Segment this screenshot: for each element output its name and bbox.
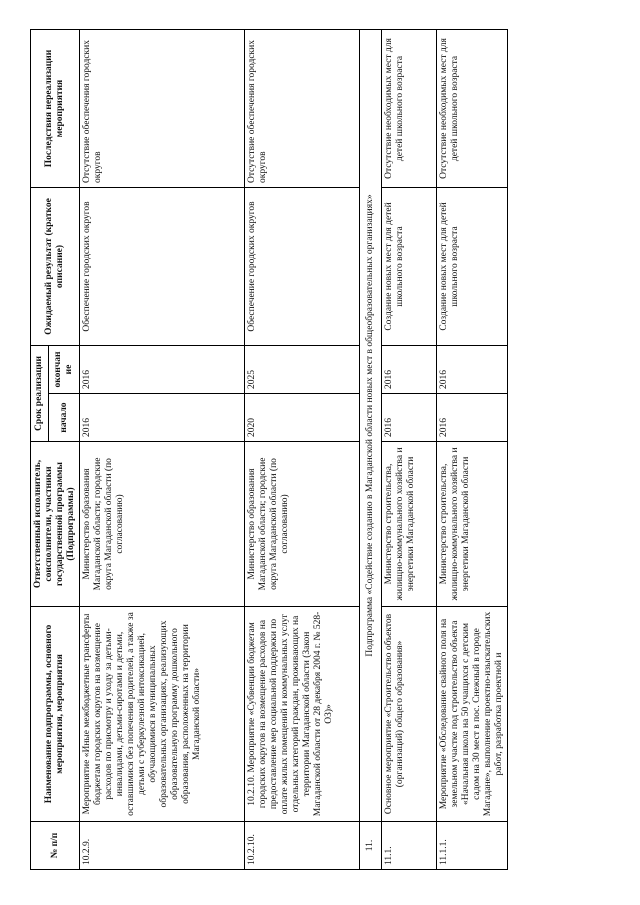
row-start: 2016 [80,394,245,442]
row-exec: Министерство образования Магаданской области; городские округа Магаданской области (по согласованию) [80,442,245,607]
row-result: Обеспечение городских округов [245,188,360,346]
subprogram-title: Подпрограмма «Содействие созданию в Магаданской области новых мест в общеобразовательных организациях» [360,30,382,822]
header-end: окончан ие [49,346,80,394]
header-num: № п/п [31,822,80,870]
rotated-page [30,30,550,870]
header-name: Наименование подпрограммы, основного мероприятия, мероприятия [31,607,80,822]
header-result: Ожидаемый результат (краткое описание) [31,188,80,346]
row-end: 2016 [80,346,245,394]
row-exec: Министерство строительства, жилищно-коммунального хозяйства и энергетики Магаданской области [437,442,508,607]
subprogram-row [360,30,382,870]
row-consequence: Отсутствие необходимых мест для детей школьного возраста [437,30,508,188]
table-row [245,30,360,870]
row-name: Мероприятие «Обследование свайного поля на земельном участке под строительство объекта «Начальная школа на 50 учащихся с детским садом на 30 мест в пос. Снежный в городе Магадане», выполнение проектно-изыскательских работ, разработка проектной и [437,607,508,822]
header-start: начало [49,394,80,442]
row-num: 10.2.9. [80,822,245,870]
header-row [31,30,49,870]
row-result: Создание новых мест для детей школьного возраста [382,188,437,346]
header-term: Срок реализации [31,346,49,442]
row-name: Мероприятие «Иные межбюджетные трансферты бюджетам городских округов на возмещение расходов по присмотру и уходу за детьми-инвалидами, детьми-сиротами и детьми, оставшимися без попечения родителей, а также за детьми с туберкулезной интоксикацией, обучающимися в муниципальных образовательных организациях, реализующих образовательную программу дошкольного образования, расположенных на территории Магаданской области» [80,607,245,822]
row-num: 10.2.10. [245,822,360,870]
row-start: 2016 [382,394,437,442]
row-exec: Министерство строительства, жилищно-коммунального хозяйства и энергетики Магаданской области [382,442,437,607]
row-end: 2016 [437,346,508,394]
table-row [80,30,245,870]
row-result: Обеспечение городских округов [80,188,245,346]
row-exec: Министерство образования Магаданской области; городские округа Магаданской области (по согласованию) [245,442,360,607]
measures-table [30,29,508,870]
row-name: Основное мероприятие «Строительство объектов (организаций) общего образования» [382,607,437,822]
row-end: 2025 [245,346,360,394]
table-row [437,30,508,870]
row-result: Создание новых мест для детей школьного возраста [437,188,508,346]
row-consequence: Отсутствие необходимых мест для детей школьного возраста [382,30,437,188]
row-start: 2020 [245,394,360,442]
subprogram-num: 11. [360,822,382,870]
table-row [382,30,437,870]
row-consequence: Отсутствие обеспечения городских округов [80,30,245,188]
row-start: 2016 [437,394,508,442]
header-consequence: Последствия нереализации мероприятия [31,30,80,188]
header-exec: Ответственный исполнитель, соисполнители, участники государственной программы (Подпрограммы) [31,442,80,607]
row-num: 11.1. [382,822,437,870]
row-consequence: Отсутствие обеспечения городских округов [245,30,360,188]
row-end: 2016 [382,346,437,394]
row-name: 10.2.10. Мероприятие «Субвенции бюджетам городских округов на возмещение расходов на предоставление мер социальной поддержки по оплате жилых помещений и коммунальных услуг отдельных категорий граждан, проживающих на территории Магаданской области (Закон Магаданской области от 28 декабря 2004 г. № 528-ОЗ)» [245,607,360,822]
row-num: 11.1.1. [437,822,508,870]
